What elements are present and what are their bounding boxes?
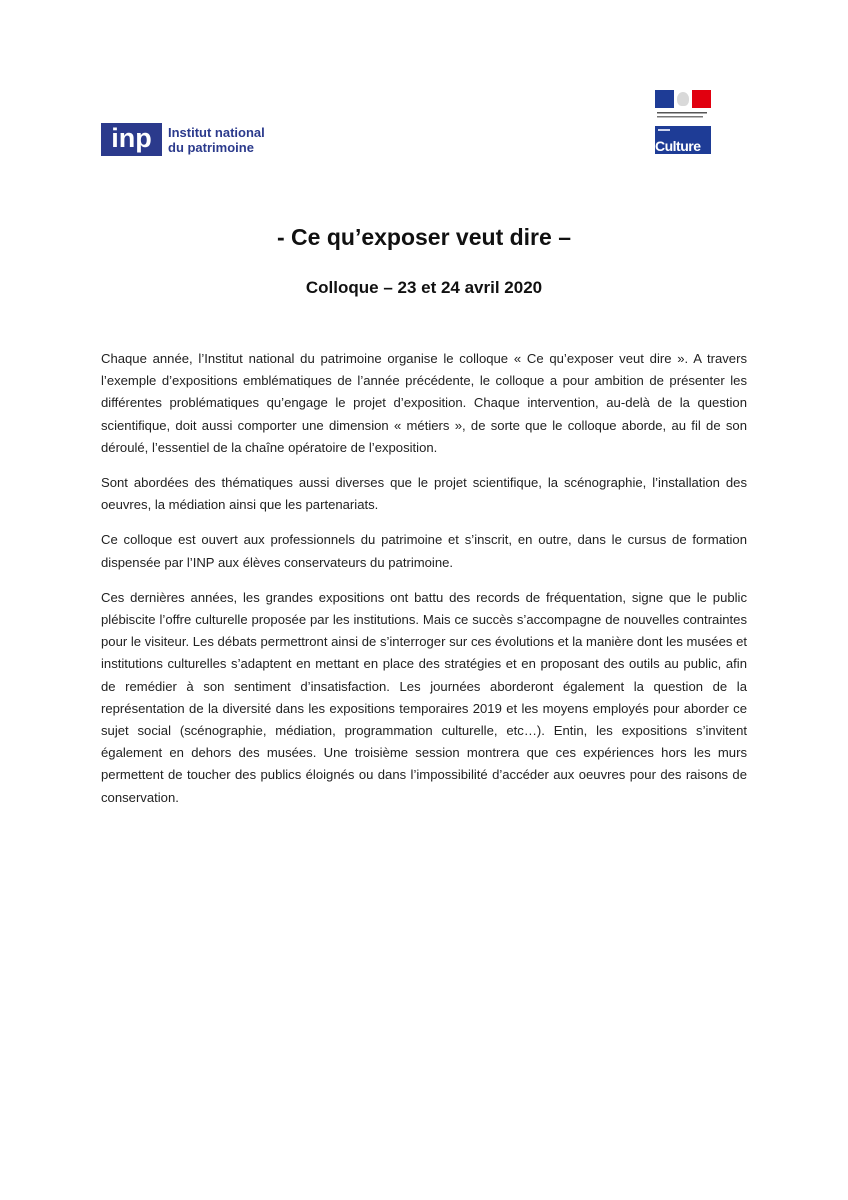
inp-logo-line2: du patrimoine (168, 139, 254, 155)
culture-block (655, 126, 711, 154)
paragraph-context: Ces dernières années, les grandes expositions ont battu des records de fréquentation, signe que le public plébiscite l’offre culturelle proposée par les institutions. Mais ce succès s’accompagne de nouvelles contraintes pour le visiteur. Les débats permettront ainsi de s’interroger sur ces évolutions et la manière dont les musées et institutions culturelles s’adaptent en mettant en place des stratégies et en proposant des outils au public, afin de remédier à son sentiment d’insatisfaction. Les journées aborderont également la question de la représentation de la diversité dans les expositions temporaires 2019 et les moyens employés pour aborder ce sujet social (scénographie, médiation, programmation culturelle, etc…). Entin, les expositions s’invitent également en dehors des musées. Une troisième session montrera que ces expériences hors les murs permettent de toucher des publics éloignés ou dans l’impossibilité d’accéder aux oeuvres pour des raisons de conservation. (101, 589, 747, 805)
inp-logo-text (168, 125, 265, 155)
document-subtitle: Colloque – 23 et 24 avril 2020 (305, 278, 543, 297)
ministry-caption (655, 110, 711, 124)
inp-logo-mark: inp (101, 123, 162, 156)
paragraph-themes: Sont abordées des thématiques aussi diverses que le projet scientifique, la scénographie, l’installation des oeuvres, la médiation ainsi que les partenariats. (101, 475, 747, 513)
paragraph-intro: Chaque année, l’Institut national du patrimoine organise le colloque « Ce qu’exposer veut dire ». A travers l’exemple d’expositions emblématiques de l’année précédente, le colloque a pour ambition de présenter les différentes problématiques qu’engage le projet d’exposition. Chaque intervention, au-delà de la question scientifique, doit aussi comporter une dimension « métiers », de sorte que le colloque aborde, au fil de son déroulé, l’essentiel de la chaîne opératoire de l’exposition. (101, 351, 747, 455)
paragraph-audience: Ce colloque est ouvert aux professionnels du patrimoine et s’inscrit, en outre, dans le cursus de formation dispensée par l’INP aux élèves conservateurs du patrimoine. (101, 532, 747, 570)
ministry-culture-logo (655, 90, 711, 154)
culture-word: Culture (655, 138, 701, 154)
document-body (101, 348, 747, 822)
document-title: - Ce qu’exposer veut dire – (277, 224, 571, 250)
inp-logo-line1: Institut national (168, 124, 265, 140)
inp-logo (101, 123, 265, 156)
marianne-icon (677, 92, 689, 106)
